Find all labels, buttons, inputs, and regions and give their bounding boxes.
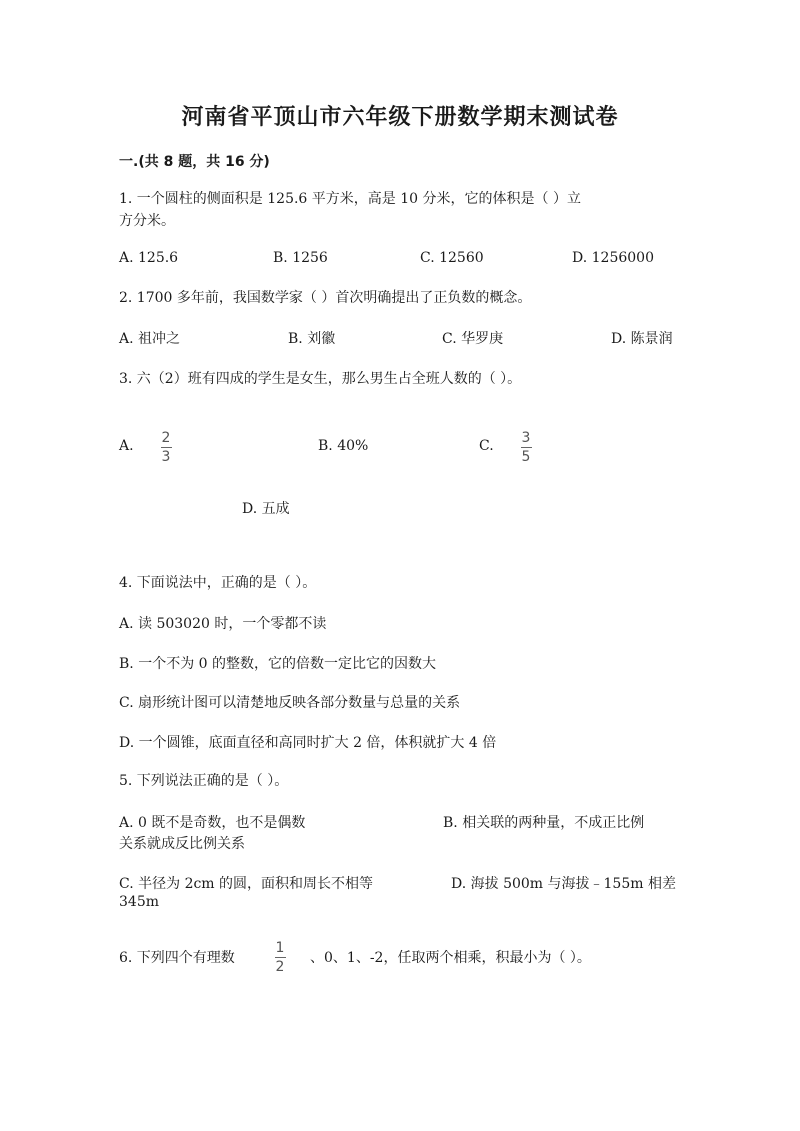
question-2-option-d: D. 陈景润 [611,331,673,347]
question-4-option-c: C. 扇形统计图可以清楚地反映各部分数量与总量的关系 [119,695,461,711]
question-5-option-d-continued: 345m [119,894,159,910]
question-4-option-a: A. 读 503020 时，一个零都不读 [119,616,327,632]
question-3-option-a-fraction [158,430,174,465]
question-2-text: 2. 1700 多年前，我国数学家（ ）首次明确提出了正负数的概念。 [119,290,532,306]
question-6-fraction [272,940,288,975]
question-5-option-b: B. 相关联的两种量，不成正比例 [443,815,645,831]
page-title: 河南省平顶山市六年级下册数学期末测试卷 [181,105,619,130]
fraction-bar [161,447,172,448]
question-2-option-c: C. 华罗庚 [442,331,504,347]
question-2-option-a: A. 祖冲之 [119,331,181,347]
question-3-option-d: D. 五成 [242,501,290,517]
question-4-text: 4. 下面说法中，正确的是（ ）。 [119,575,317,591]
question-3-option-a-label: A. [119,438,134,454]
question-3-option-b: B. 40% [318,438,369,454]
question-1-text-line1: 1. 一个圆柱的侧面积是 125.6 平方米，高是 10 分米，它的体积是（ ）立 [119,191,581,207]
fraction-numerator: 2 [161,430,171,446]
question-3-option-c-label: C. [479,438,494,454]
question-2-option-b: B. 刘徽 [288,331,336,347]
fraction-numerator: 1 [275,940,285,956]
fraction-bar [275,957,286,958]
question-4-option-b: B. 一个不为 0 的整数，它的倍数一定比它的因数大 [119,656,436,672]
fraction-bar [521,447,532,448]
question-3-option-c-fraction [518,430,534,465]
fraction-numerator: 3 [521,430,531,446]
question-1-text-line2: 方分米。 [119,213,175,229]
fraction-denominator: 2 [275,959,285,975]
fraction-denominator: 3 [161,449,171,465]
question-3-text: 3. 六（2）班有四成的学生是女生，那么男生占全班人数的（ ）。 [119,371,522,387]
section-heading: 一.(共 8 题，共 16 分) [119,154,270,170]
question-1-option-d: D. 1256000 [572,250,654,266]
question-5-text: 5. 下列说法正确的是（ ）。 [119,773,289,789]
question-4-option-d: D. 一个圆锥，底面直径和高同时扩大 2 倍，体积就扩大 4 倍 [119,735,497,751]
question-5-option-d: D. 海拔 500m 与海拔﹣155m 相差 [451,876,676,892]
question-5-option-a: A. 0 既不是奇数，也不是偶数 [119,815,306,831]
question-1-option-c: C. 12560 [420,250,484,266]
question-6-text-suffix: 、0、1、-2，任取两个相乘，积最小为（ ）。 [310,950,591,966]
question-6-text-prefix: 6. 下列四个有理数 [119,950,235,966]
question-1-option-a: A. 125.6 [119,250,179,266]
question-5-option-b-continued: 关系就成反比例关系 [119,836,245,852]
question-1-option-b: B. 1256 [273,250,328,266]
question-5-option-c: C. 半径为 2cm 的圆，面积和周长不相等 [119,876,374,892]
fraction-denominator: 5 [521,449,531,465]
